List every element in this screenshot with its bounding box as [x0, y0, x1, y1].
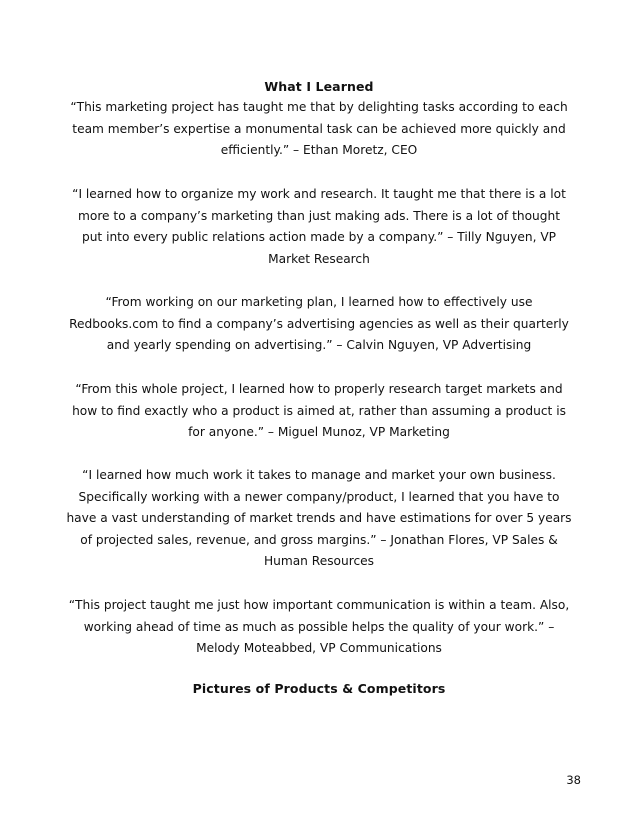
- quote-advertising: “From working on our marketing plan, I learned how to effectively use Redbooks.com to find a company’s advertising agencies as well as their quarterly and yearly spending on advertising.” – Calvin Nguyen, VP Advertising: [69, 295, 569, 353]
- page-number: 38: [566, 773, 581, 787]
- quote-market-research: “I learned how to organize my work and research. It taught me that there is a lot more to a company’s marketing than just making ads. There is a lot of thought put into every public relations action made by a company.” – Tilly Nguyen, VP Market Research: [72, 187, 566, 266]
- section-heading: What I Learned: [264, 79, 374, 94]
- quote-ceo: “This marketing project has taught me that by delighting tasks according to each team member’s expertise a monumental task can be achieved more quickly and efficiently.” – Ethan Moretz, CEO: [70, 100, 568, 158]
- quote-communications: “This project taught me just how important communication is within a team. Also, working ahead of time as much as possible helps the quality of your work.” – Melody Moteabbed, VP Communications: [68, 598, 570, 656]
- section-subheading: Pictures of Products & Competitors: [192, 681, 446, 696]
- quote-sales-hr: “I learned how much work it takes to manage and market your own business. Specifically working with a newer company/product, I learned that you have to have a vast understanding of market trends and have estimations for over 5 years of projected sales, revenue, and gross margins.” – Jonathan Flores, VP Sales & Human Resources: [66, 468, 572, 569]
- quote-marketing: “From this whole project, I learned how to properly research target markets and how to find exactly who a product is aimed at, rather than assuming a product is for anyone.” – Miguel Munoz, VP Marketing: [72, 382, 566, 440]
